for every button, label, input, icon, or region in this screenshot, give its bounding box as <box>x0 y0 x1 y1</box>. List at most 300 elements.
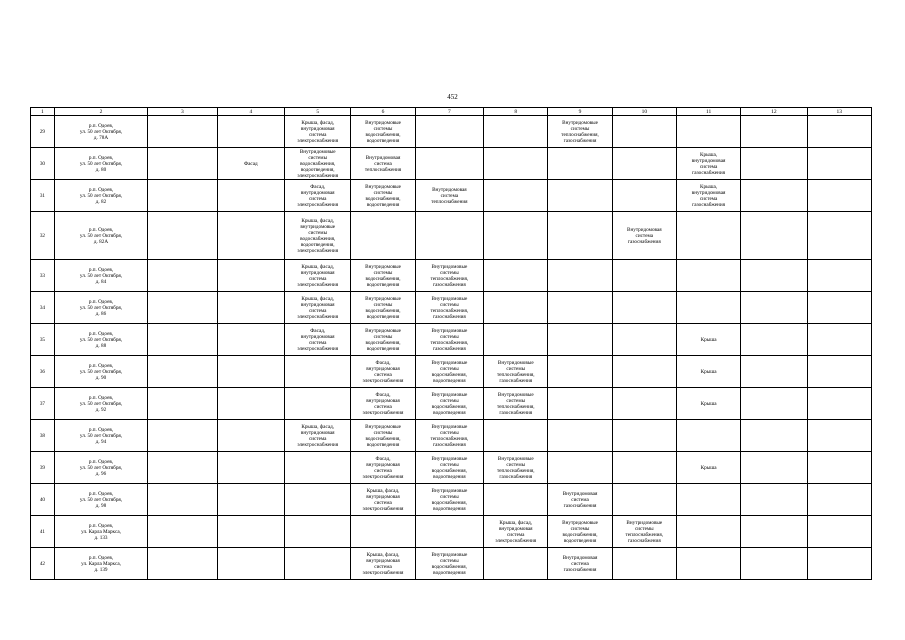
work-cell <box>612 548 676 580</box>
work-cell <box>351 420 415 452</box>
cell-line: р.п. Одоев, <box>88 186 114 193</box>
work-cell <box>548 148 612 180</box>
empty-cell <box>741 116 807 148</box>
work-cell <box>612 212 676 260</box>
cell-line: Внутридомовые <box>365 263 401 270</box>
cell-line: водоснабжения, <box>562 531 598 538</box>
cell-line: д. 90 <box>95 374 107 381</box>
cell-line: система <box>308 435 327 442</box>
table-row <box>31 148 872 180</box>
column-header: 4 <box>217 108 284 116</box>
address-cell <box>54 180 147 212</box>
work-cell <box>484 212 548 260</box>
cell-line: Фасад, <box>375 455 391 462</box>
work-cell <box>612 452 676 484</box>
cell-line: системы <box>440 365 459 372</box>
work-cell <box>484 548 548 580</box>
cell-line: внутридомовая <box>300 429 335 436</box>
cell-line: внутридомовая <box>366 365 400 372</box>
empty-cell <box>807 420 871 452</box>
cell-line: теплоснабжения, <box>625 531 664 538</box>
cell-line: р.п. Одоев, <box>88 266 114 273</box>
work-cell <box>217 116 284 148</box>
empty-cell <box>148 388 217 420</box>
empty-cell <box>741 356 807 388</box>
cell-line: Крыша, фасад, <box>366 551 400 558</box>
cell-line: Внутридомовая <box>562 490 598 497</box>
cell-line: р.п. Одоев, <box>88 426 114 433</box>
work-cell <box>285 180 351 212</box>
cell-line: р.п. Одоев, <box>88 122 114 129</box>
work-cell <box>612 292 676 324</box>
row-number: 36 <box>31 356 55 388</box>
cell-line: Крыша <box>700 336 717 343</box>
work-cell <box>484 388 548 420</box>
cell-line: Внутридомовые <box>365 423 401 430</box>
cell-line: водоснабжения, <box>431 499 467 506</box>
cell-line: система <box>308 195 327 202</box>
work-cell <box>548 356 612 388</box>
work-cell <box>548 324 612 356</box>
cell-line: Внутридомовые <box>562 119 598 126</box>
cell-line: системы <box>373 269 393 276</box>
row-number: 30 <box>31 148 55 180</box>
cell-line: д. 82 <box>95 198 107 205</box>
empty-cell <box>807 388 871 420</box>
cell-line: газоснабжения <box>627 537 661 544</box>
row-number: 41 <box>31 516 55 548</box>
cell-line: ул. 50 лет Октября, <box>79 192 123 199</box>
cell-line: газоснабжения <box>563 502 597 509</box>
work-cell <box>285 356 351 388</box>
work-cell <box>676 452 740 484</box>
work-cell <box>548 212 612 260</box>
work-cell <box>217 292 284 324</box>
empty-cell <box>807 324 871 356</box>
work-cell <box>548 292 612 324</box>
cell-line: Крыша, фасад, <box>301 263 335 270</box>
cell-line: система <box>374 467 392 474</box>
row-number: 39 <box>31 452 55 484</box>
work-cell <box>217 148 284 180</box>
cell-line: системы <box>308 229 328 236</box>
work-cell <box>676 516 740 548</box>
table-row <box>31 116 872 148</box>
cell-line: электроснабжения <box>297 281 339 288</box>
cell-line: водоотведения <box>563 537 597 544</box>
cell-line: системы <box>440 429 459 436</box>
cell-line: электроснабжения <box>362 505 404 512</box>
cell-line: системы <box>373 333 393 340</box>
work-cell <box>217 356 284 388</box>
cell-line: водоотведения <box>433 569 466 576</box>
cell-line: системы <box>373 429 393 436</box>
work-cell <box>612 324 676 356</box>
work-cell <box>351 516 415 548</box>
address-cell <box>54 452 147 484</box>
column-header: 7 <box>415 108 483 116</box>
address-cell <box>54 484 147 516</box>
empty-cell <box>148 516 217 548</box>
cell-line: водоотведения <box>433 473 466 480</box>
cell-line: ул. 50 лет Октября, <box>79 272 123 279</box>
column-header: 13 <box>807 108 871 116</box>
cell-line: р.п. Одоев, <box>88 330 114 337</box>
cell-line: водоснабжения, <box>365 195 401 202</box>
row-number: 32 <box>31 212 55 260</box>
work-cell <box>548 516 612 548</box>
work-cell <box>484 292 548 324</box>
cell-line: электроснабжения <box>495 537 537 544</box>
empty-cell <box>807 452 871 484</box>
cell-line: Крыша, <box>700 183 718 190</box>
work-cell <box>484 324 548 356</box>
cell-line: системы <box>373 301 393 308</box>
work-cell <box>415 148 483 180</box>
work-cell <box>415 388 483 420</box>
cell-line: Фасад <box>243 160 258 167</box>
work-cell <box>676 548 740 580</box>
work-cell <box>415 324 483 356</box>
work-cell <box>612 484 676 516</box>
cell-line: ул. 50 лет Октября, <box>79 336 123 343</box>
empty-cell <box>807 548 871 580</box>
cell-line: р.п. Одоев, <box>88 154 114 161</box>
cell-line: ул. 50 лет Октября, <box>79 432 123 439</box>
table-row <box>31 484 872 516</box>
row-number: 31 <box>31 180 55 212</box>
empty-cell <box>148 356 217 388</box>
work-cell <box>415 292 483 324</box>
cell-line: ул. 50 лет Октября, <box>79 400 123 407</box>
cell-line: системы <box>308 154 328 161</box>
table-row <box>31 452 872 484</box>
cell-line: д. 88 <box>95 342 107 349</box>
cell-line: электроснабжения <box>297 345 339 352</box>
column-header: 11 <box>676 108 740 116</box>
cell-line: система <box>308 339 327 346</box>
empty-cell <box>148 180 217 212</box>
cell-line: системы <box>440 301 459 308</box>
cell-line: водоснабжения, <box>365 131 401 138</box>
empty-cell <box>148 452 217 484</box>
cell-line: д. 139 <box>94 566 108 573</box>
cell-line: водоснабжения, <box>431 563 467 570</box>
work-cell <box>415 180 483 212</box>
work-cell <box>415 548 483 580</box>
work-cell <box>217 260 284 292</box>
cell-line: водоотведения <box>433 377 466 384</box>
cell-line: система <box>440 192 459 199</box>
cell-line: электроснабжения <box>362 377 404 384</box>
work-cell <box>217 324 284 356</box>
cell-line: система <box>635 232 654 239</box>
row-number: 33 <box>31 260 55 292</box>
cell-line: водоснабжения, <box>300 235 336 242</box>
cell-line: Внутридомовые <box>365 295 401 302</box>
row-number: 38 <box>31 420 55 452</box>
work-cell <box>415 212 483 260</box>
work-cell <box>285 116 351 148</box>
cell-line: газоснабжения <box>432 281 466 288</box>
cell-line: водоотведения, <box>300 166 335 173</box>
work-cell <box>484 452 548 484</box>
empty-cell <box>148 420 217 452</box>
work-cell <box>351 292 415 324</box>
work-cell <box>612 388 676 420</box>
work-cell <box>415 116 483 148</box>
table-row <box>31 548 872 580</box>
address-cell <box>54 516 147 548</box>
cell-line: водоотведения <box>433 505 466 512</box>
empty-cell <box>741 260 807 292</box>
cell-line: газоснабжения <box>627 238 661 245</box>
empty-cell <box>148 260 217 292</box>
cell-line: Внутридомовые <box>365 183 401 190</box>
cell-line: электроснабжения <box>297 172 339 179</box>
cell-line: системы <box>373 189 393 196</box>
address-cell <box>54 212 147 260</box>
cell-line: система <box>699 163 718 170</box>
work-cell <box>217 420 284 452</box>
cell-line: теплоснабжения, <box>496 467 535 474</box>
work-cell <box>415 516 483 548</box>
work-cell <box>484 420 548 452</box>
cell-line: д. 84 <box>95 278 107 285</box>
cell-line: теплоснабжения, <box>561 131 599 138</box>
address-cell <box>54 356 147 388</box>
cell-line: Внутридомовые <box>431 391 468 398</box>
cell-line: водоснабжения, <box>365 339 401 346</box>
work-cell <box>548 484 612 516</box>
work-cell <box>548 452 612 484</box>
cell-line: система <box>308 131 327 138</box>
row-number: 34 <box>31 292 55 324</box>
cell-line: д. 98 <box>95 502 107 509</box>
work-cell <box>612 356 676 388</box>
cell-line: теплоснабжения, <box>430 435 469 442</box>
empty-cell <box>741 324 807 356</box>
work-cell <box>676 260 740 292</box>
cell-line: р.п. Одоев, <box>88 394 114 401</box>
cell-line: водоотведения <box>366 201 400 208</box>
cell-line: теплоснабжения <box>364 166 402 173</box>
table-row <box>31 180 872 212</box>
cell-line: система <box>308 275 327 282</box>
work-cell <box>285 260 351 292</box>
cell-line: системы <box>440 557 459 564</box>
cell-line: внутридомовая <box>691 189 726 196</box>
column-header: 9 <box>548 108 612 116</box>
cell-line: Внутридомовые <box>497 455 534 462</box>
work-cell <box>351 484 415 516</box>
cell-line: электроснабжения <box>297 247 339 254</box>
work-cell <box>351 452 415 484</box>
empty-cell <box>741 516 807 548</box>
cell-line: р.п. Одоев, <box>88 298 114 305</box>
empty-cell <box>741 292 807 324</box>
empty-cell <box>148 212 217 260</box>
cell-line: газоснабжения <box>499 409 533 416</box>
cell-line: внутридомовая <box>366 557 400 564</box>
cell-line: системы <box>506 365 526 372</box>
empty-cell <box>807 212 871 260</box>
cell-line: система <box>374 499 392 506</box>
address-cell <box>54 292 147 324</box>
cell-line: водоотведения <box>433 409 466 416</box>
cell-line: Внутридомовые <box>365 327 401 334</box>
cell-line: ул. 50 лет Октября, <box>79 128 123 135</box>
cell-line: теплоснабжения, <box>430 275 469 282</box>
work-cell <box>415 420 483 452</box>
address-cell <box>54 148 147 180</box>
column-header: 2 <box>54 108 147 116</box>
work-cell <box>217 548 284 580</box>
empty-cell <box>148 292 217 324</box>
work-cell <box>676 420 740 452</box>
cell-line: внутридомовая <box>366 493 400 500</box>
work-schedule-table <box>30 107 872 580</box>
cell-line: д. 94 <box>95 438 107 445</box>
address-cell <box>54 548 147 580</box>
column-header: 3 <box>148 108 217 116</box>
cell-line: р.п. Одоев, <box>88 362 114 369</box>
cell-line: водоснабжения, <box>365 307 401 314</box>
cell-line: внутридомовая <box>300 189 335 196</box>
column-header: 1 <box>31 108 55 116</box>
cell-line: Внутридомовые <box>431 263 468 270</box>
cell-line: системы <box>440 493 459 500</box>
empty-cell <box>741 212 807 260</box>
work-cell <box>676 292 740 324</box>
address-cell <box>54 116 147 148</box>
work-cell <box>676 212 740 260</box>
cell-line: внутридомовая <box>691 157 726 164</box>
work-cell <box>676 180 740 212</box>
empty-cell <box>741 420 807 452</box>
empty-cell <box>741 452 807 484</box>
column-header: 12 <box>741 108 807 116</box>
cell-line: водоотведения <box>366 137 400 144</box>
address-cell <box>54 260 147 292</box>
cell-line: газоснабжения <box>432 345 466 352</box>
cell-line: система <box>374 371 392 378</box>
cell-line: системы <box>506 397 526 404</box>
cell-line: газоснабжения <box>563 137 597 144</box>
work-cell <box>676 324 740 356</box>
work-cell <box>351 260 415 292</box>
work-cell <box>285 516 351 548</box>
cell-line: Внутридомовая <box>365 154 401 161</box>
empty-cell <box>807 516 871 548</box>
column-number-row <box>31 108 872 116</box>
cell-line: Крыша <box>700 368 717 375</box>
work-cell <box>676 116 740 148</box>
empty-cell <box>807 116 871 148</box>
work-cell <box>548 260 612 292</box>
empty-cell <box>807 260 871 292</box>
cell-line: ул. 50 лет Октября, <box>79 232 123 239</box>
work-cell <box>548 180 612 212</box>
cell-line: внутридомовые <box>300 223 336 230</box>
cell-line: теплоснабжения, <box>496 371 535 378</box>
work-cell <box>484 260 548 292</box>
column-header: 10 <box>612 108 676 116</box>
work-cell <box>612 180 676 212</box>
cell-line: д. 92 <box>95 406 107 413</box>
cell-line: система <box>374 160 392 167</box>
cell-line: газоснабжения <box>432 441 466 448</box>
cell-line: Внутридомовая <box>432 186 467 193</box>
cell-line: электроснабжения <box>362 409 404 416</box>
work-cell <box>217 212 284 260</box>
cell-line: Внутридомовые <box>562 519 598 526</box>
empty-cell <box>741 548 807 580</box>
cell-line: газоснабжения <box>563 566 597 573</box>
work-cell <box>285 452 351 484</box>
cell-line: Крыша <box>700 400 717 407</box>
table-row <box>31 420 872 452</box>
cell-line: внутридомовая <box>366 397 400 404</box>
cell-line: системы <box>506 461 526 468</box>
cell-line: Фасад, <box>310 327 326 334</box>
cell-line: ул. 50 лет Октября, <box>79 496 123 503</box>
cell-line: Внутридомовые <box>431 327 468 334</box>
cell-line: Внутридомовая <box>627 226 662 233</box>
cell-line: системы <box>570 525 590 532</box>
cell-line: водоотведения, <box>300 241 335 248</box>
cell-line: Крыша, фасад, <box>301 217 335 224</box>
table-row <box>31 260 872 292</box>
cell-line: ул. Карла Маркса, <box>81 560 121 567</box>
work-cell <box>285 148 351 180</box>
cell-line: внутридомовая <box>366 461 400 468</box>
cell-line: Фасад, <box>375 359 391 366</box>
work-cell <box>484 484 548 516</box>
empty-cell <box>148 548 217 580</box>
cell-line: водоснабжения, <box>365 275 401 282</box>
cell-line: система <box>571 496 589 503</box>
empty-cell <box>807 292 871 324</box>
work-cell <box>484 148 548 180</box>
cell-line: водоснабжения, <box>365 435 401 442</box>
table-row <box>31 292 872 324</box>
cell-line: ул. 50 лет Октября, <box>79 304 123 311</box>
cell-line: д. 86 <box>95 310 107 317</box>
work-cell <box>676 356 740 388</box>
cell-line: системы <box>440 269 459 276</box>
cell-line: газоснабжения <box>692 201 725 208</box>
work-cell <box>217 180 284 212</box>
cell-line: электроснабжения <box>362 473 404 480</box>
cell-line: система <box>571 560 589 567</box>
empty-cell <box>807 180 871 212</box>
empty-cell <box>741 148 807 180</box>
cell-line: системы <box>634 525 654 532</box>
cell-line: электроснабжения <box>297 313 339 320</box>
work-cell <box>612 148 676 180</box>
cell-line: система <box>374 403 392 410</box>
address-cell <box>54 388 147 420</box>
empty-cell <box>148 116 217 148</box>
work-cell <box>285 420 351 452</box>
work-cell <box>612 116 676 148</box>
cell-line: водоснабжения, <box>431 467 467 474</box>
cell-line: теплоснабжения, <box>430 339 469 346</box>
cell-line: Внутридомовые <box>431 295 468 302</box>
empty-cell <box>741 180 807 212</box>
work-cell <box>415 484 483 516</box>
